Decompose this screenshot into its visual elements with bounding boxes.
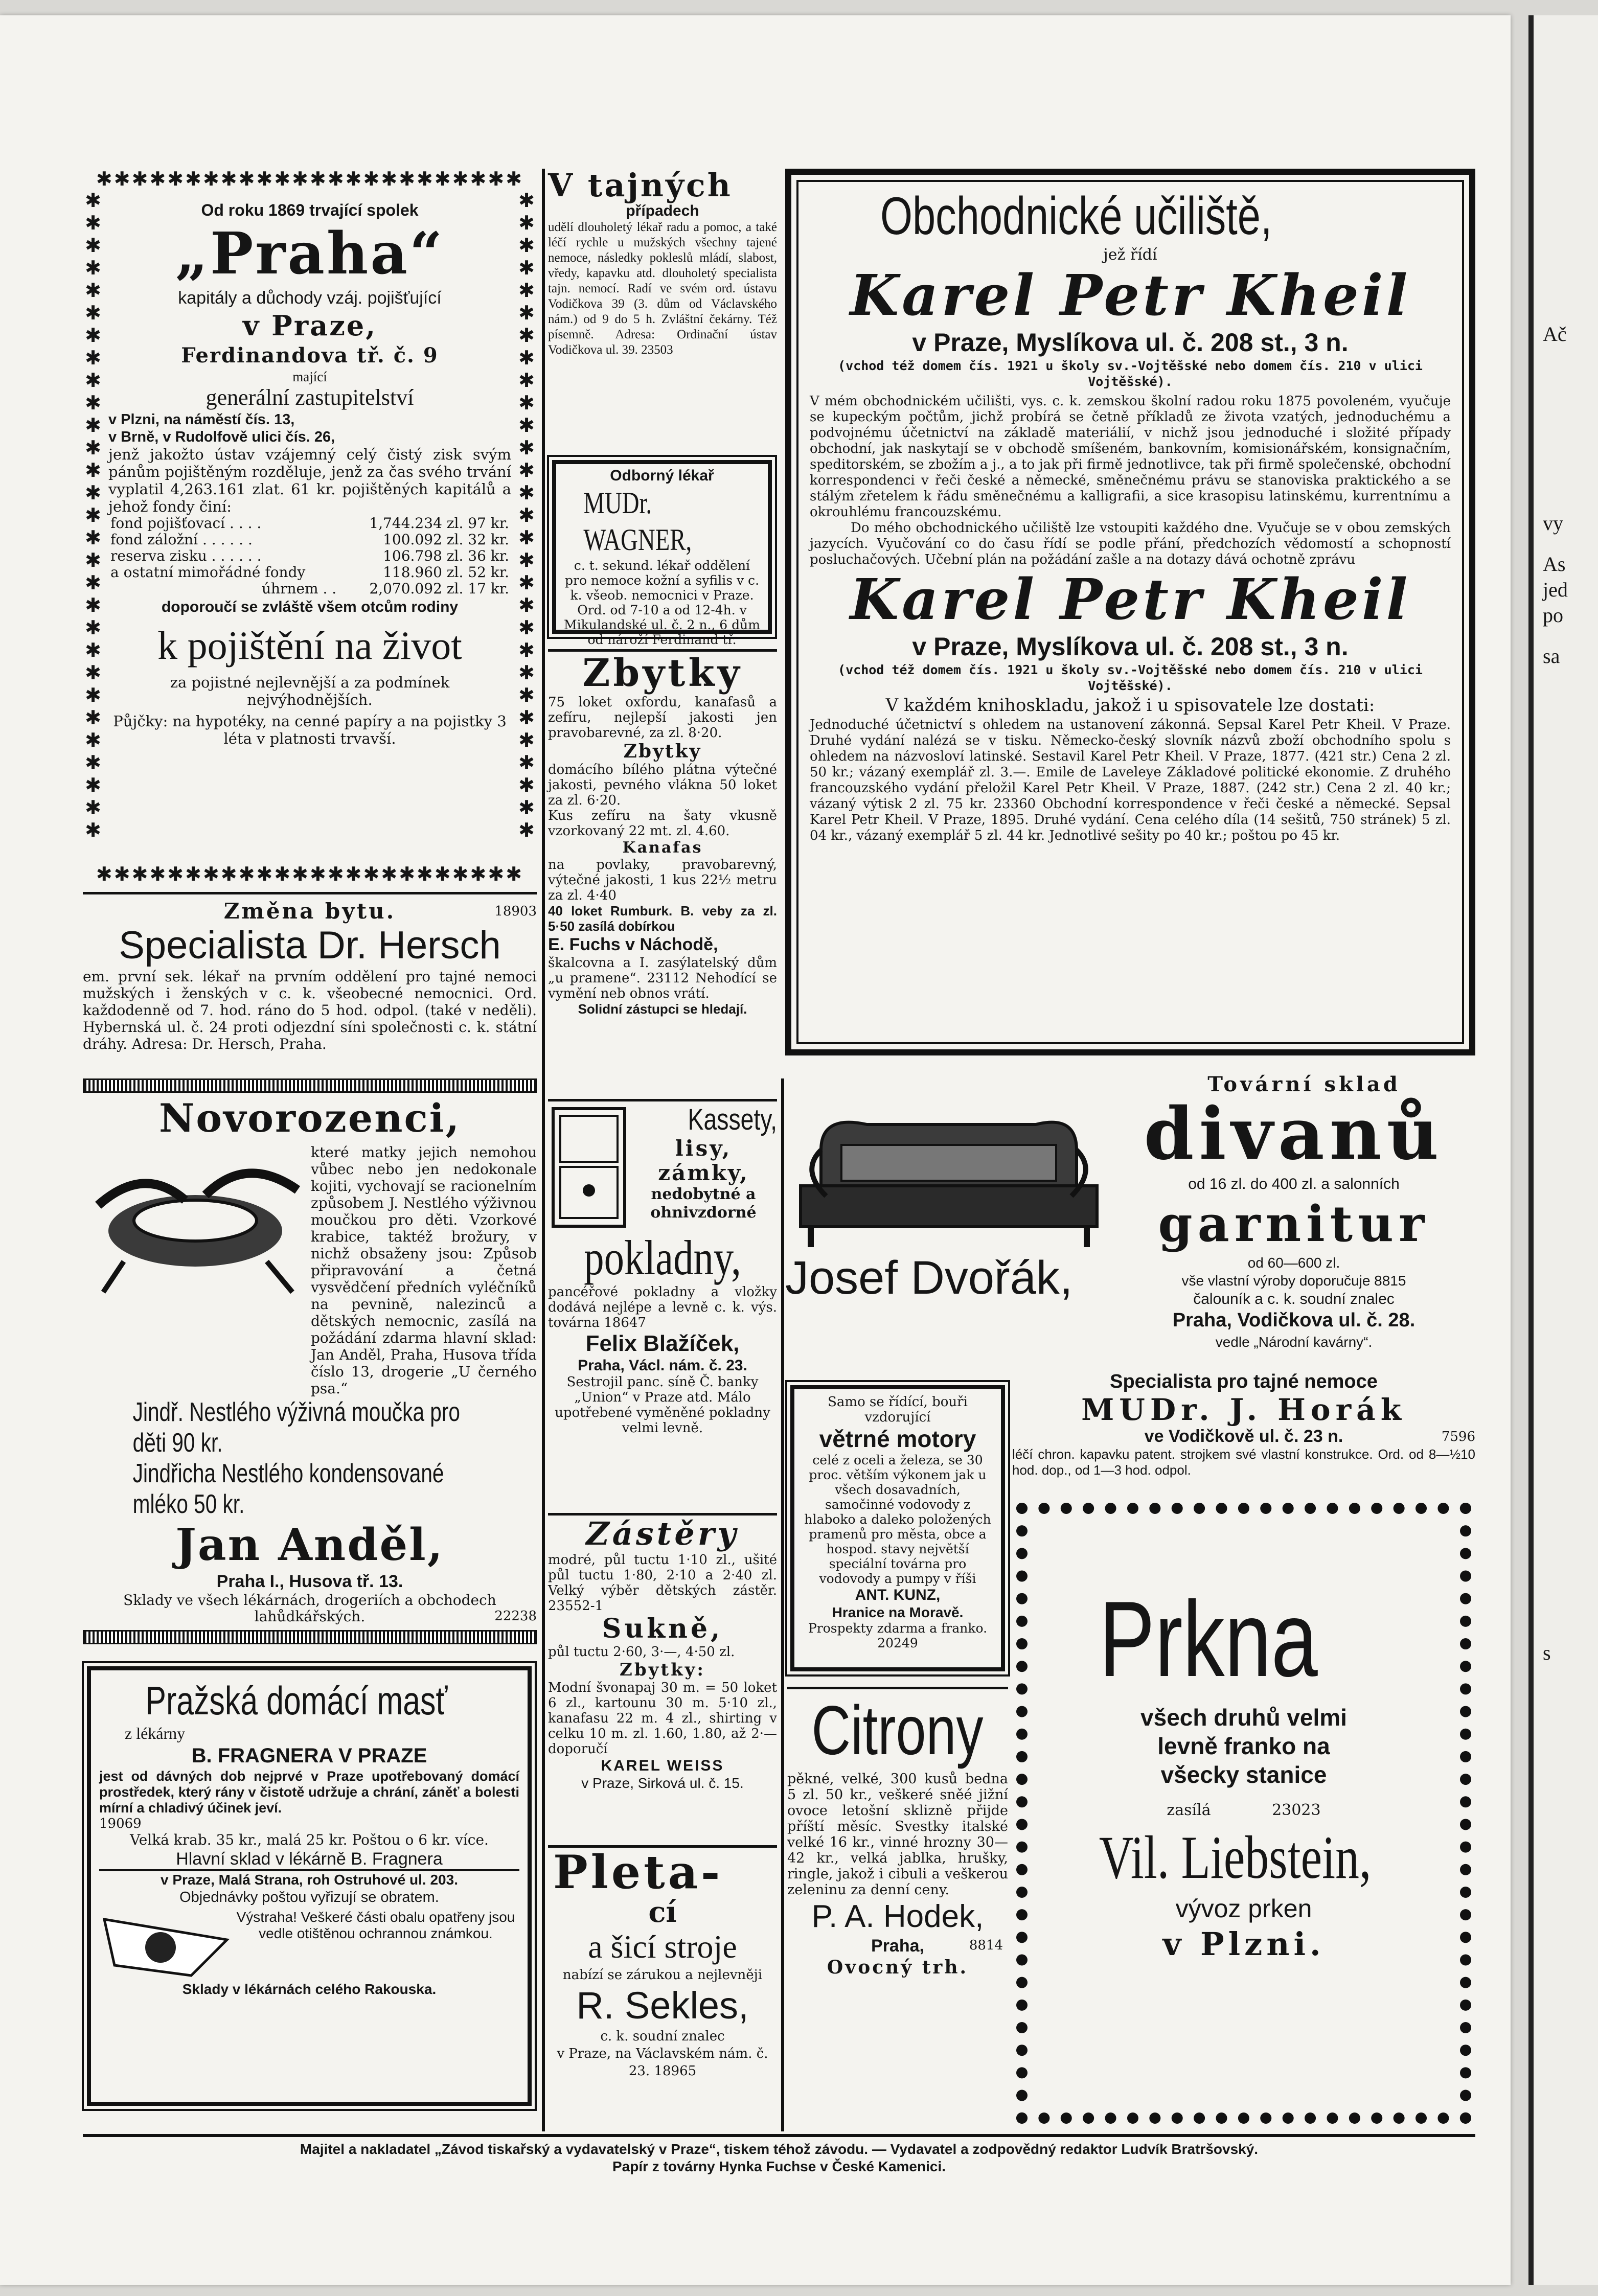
prkna-sends: zasílá bbox=[1167, 1801, 1211, 1819]
prkna-name: Vil. Liebstein, bbox=[1099, 1823, 1372, 1891]
weiss-ad bbox=[548, 1513, 777, 1840]
motory-title: větrné motory bbox=[819, 1426, 976, 1452]
footer-line2: Papír z továrny Hynka Fuchse v České Kamenici. bbox=[612, 2159, 946, 2174]
dvorak-price2: od 60—600 zl. bbox=[1247, 1255, 1340, 1271]
kheil-title: Obchodnické učiliště, bbox=[880, 187, 1272, 246]
motory-addr: Hranice na Moravě. bbox=[832, 1604, 964, 1620]
kassety-t3: zámky, bbox=[658, 1160, 749, 1185]
fund-label: fond pojišťovací . . . . bbox=[110, 515, 262, 532]
pletaci-addr: v Praze, na Václavském nám. č. 23. 18965 bbox=[557, 2046, 768, 2079]
motory-name: ANT. KUNZ, bbox=[855, 1587, 941, 1603]
zbytky-title: Zbytky bbox=[582, 651, 743, 695]
fund-label: fond záložní . . . . . . bbox=[110, 531, 253, 548]
blazicek-ad bbox=[548, 1099, 777, 1498]
fund-row bbox=[108, 564, 511, 581]
dvorak-t1: vše vlastní výroby doporučuje 8815 bbox=[1181, 1273, 1406, 1289]
prkna-t3: všecky stanice bbox=[1160, 1761, 1327, 1788]
liebstein-ad bbox=[1016, 1503, 1471, 2124]
kassety-t4: nedobytné a ohnivzdorné bbox=[650, 1185, 757, 1222]
zbytky-t2: domácího bílého plátna výtečné jakosti, pevného vlákna 50 loket za zl. 6·20. bbox=[548, 762, 777, 808]
hersch-move: Změna bytu. bbox=[223, 899, 396, 924]
star-border-left: ✱ ✱ ✱ ✱ ✱ ✱ ✱ ✱ ✱ ✱ ✱ ✱ ✱ ✱ ✱ ✱ ✱ ✱ ✱ ✱ ✱ ✱ ✱ ✱ ✱ ✱ ✱ ✱ ✱ bbox=[85, 189, 101, 841]
kheil-text2: Do mého obchodnického učiliště lze vstoupiti každého dne. Vyučuje se v obou zemských jazycích. Vyučování co do času řídí se podle přání, předchozích vědomostí a schopností posluchačových. Učební plán na požádání zašle a na dotazy dává ochotně zprávu bbox=[810, 520, 1451, 567]
zastery-addr: v Praze, Sirková ul. č. 15. bbox=[581, 1775, 744, 1791]
fund-row bbox=[108, 515, 511, 532]
fund-label: a ostatní mimořádné fondy bbox=[110, 564, 306, 581]
strip-text: Ač bbox=[1543, 323, 1567, 346]
trademark-illustration bbox=[99, 1909, 232, 1981]
wagner-spec: Odborný lékař bbox=[610, 467, 714, 484]
prkna-t1: všech druhů velmi bbox=[1140, 1704, 1347, 1731]
praha-since: Od roku 1869 trvající spolek bbox=[201, 201, 419, 219]
zbytky-t5: 40 loket Rumburk. B. veby za zl. 5·50 zasílá dobírkou bbox=[548, 903, 777, 934]
sekles-ad bbox=[548, 1845, 777, 2131]
hersch-num: 18903 bbox=[494, 904, 537, 919]
fragner-num: 19069 bbox=[99, 1816, 142, 1831]
kheil-name-2: Karel Petr Kheil bbox=[850, 566, 1411, 632]
fund-value: 1,744.234 zl. 97 kr. bbox=[369, 515, 509, 532]
citrony-num: 8814 bbox=[969, 1938, 1003, 1953]
zastery-title: Zástěry bbox=[586, 1515, 739, 1552]
footer-rule bbox=[83, 2134, 1475, 2137]
fragner-addr: v Praze, Malá Strana, roh Ostruhové ul. 203. bbox=[99, 1869, 519, 1889]
fragner-orders: Objednávky poštou vyřizují se obratem. bbox=[179, 1889, 439, 1905]
motory-text2: celé z oceli a železa, se 30 proc. větším výkonem jak u všech dosavadních, samočinné vodovody z hlaboko a daleko položených pramenů pro města, obce a hospod. stavy největší speciální továrna pro vodovody a pumpy v říši bbox=[804, 1453, 991, 1586]
prkna-t4: vývoz prken bbox=[1175, 1894, 1312, 1923]
zbytky-t1: 75 loket oxfordu, kanafasů a zefíru, nejlepší jakosti jen pravobarevné, za zl. 8·20. bbox=[548, 695, 777, 741]
praha-life: k pojištění na život bbox=[157, 623, 462, 668]
kassety-name: Felix Blažíček, bbox=[585, 1331, 740, 1356]
horak-spec: Specialista pro tajné nemoce bbox=[1110, 1371, 1378, 1392]
dvorak-ad bbox=[785, 1073, 1475, 1360]
nestle-num: 22238 bbox=[494, 1609, 537, 1624]
horak-text: léčí chron. kapavku patent. strojkem své vlastní konstrukce. Ord. od 8—½10 hod. dop., od 1—3 hod. odpol. bbox=[1012, 1447, 1475, 1478]
fund-label: úhrnem . . bbox=[262, 580, 337, 597]
pletaci-name: R. Sekles, bbox=[576, 1984, 749, 2027]
nestle-price1: Jindř. Nestlého výživná moučka pro děti 90 kr. bbox=[132, 1397, 460, 1458]
kassety-t5: pokladny, bbox=[584, 1230, 741, 1285]
fund-value: 106.798 zl. 36 kr. bbox=[383, 547, 509, 564]
wagner-doctor-ad bbox=[552, 460, 772, 647]
kassety-t2: lisy, bbox=[675, 1136, 732, 1161]
nestle-name: Jan Anděl, bbox=[175, 1519, 444, 1571]
strip-text: As bbox=[1543, 553, 1566, 576]
citrony-title: Citrony bbox=[811, 1691, 984, 1769]
pletaci-t1: Pleta- bbox=[553, 1845, 723, 1899]
fund-total-row bbox=[108, 581, 511, 597]
column-rule bbox=[781, 1078, 784, 2131]
kassety-t1: Kassety, bbox=[688, 1103, 777, 1136]
dvorak-head: Tovární sklad bbox=[1207, 1072, 1401, 1096]
zastery-sukne: Sukně, bbox=[602, 1613, 723, 1644]
praha-body bbox=[108, 199, 511, 747]
pletaci-t3: a šicí stroje bbox=[588, 1928, 737, 1965]
pletaci-t2: cí bbox=[648, 1895, 677, 1929]
kheil-addr-2: v Praze, Myslíkova ul. č. 208 st., 3 n. bbox=[912, 632, 1349, 661]
pletaci-text2: c. k. soudní znalec bbox=[600, 2029, 725, 2044]
dvorak-price1: od 16 zl. do 400 zl. a salonních bbox=[1188, 1176, 1400, 1192]
kunz-ad bbox=[790, 1385, 1005, 1671]
fragner-stores: Sklady v lékárnách celého Rakouska. bbox=[182, 1981, 437, 1997]
praha-line1: kapitály a důchody vzáj. pojišťující bbox=[178, 288, 442, 308]
praha-text: jenž jakožto ústav vzájemný celý čistý zisk svým pánům pojištěným rozděluje, jenž za čas svého trvání vyplatil 4,263.161 zlat. 61 kr. pojištěných kapitálů a jehož fondy činí: bbox=[108, 446, 511, 515]
fragner-price: Velká krab. 35 kr., malá 25 kr. Poštou o 6 kr. více. bbox=[130, 1831, 489, 1848]
zbytky-t6: škalcovna a I. zasýlatelský dům „u pramene“. 23112 Nehodící se vymění neb obnos vrátí. bbox=[548, 955, 777, 1001]
fragner-ad bbox=[87, 1666, 532, 2106]
kheil-entry: (vchod též domem čís. 1921 u školy sv.-Vojtěšské nebo domem čís. 210 v ulici Vojtěšské). bbox=[838, 358, 1423, 389]
zbytky-sub: Zbytky bbox=[623, 741, 702, 762]
prkna-t2: levně franko na bbox=[1157, 1733, 1330, 1759]
wagner-secret: V tajných bbox=[548, 167, 733, 204]
motory-text3: Prospekty zdarma a franko. 20249 bbox=[808, 1621, 988, 1650]
motory-text: Samo se řídící, bouři vzdorující bbox=[828, 1394, 968, 1425]
hersch-title: Specialista Dr. Hersch bbox=[119, 924, 501, 967]
horak-ad bbox=[1012, 1370, 1475, 1518]
fragner-title: Pražská domácí masť bbox=[145, 1678, 448, 1723]
kheil-by: jež řídí bbox=[1103, 246, 1157, 264]
footer-line1: Majitel a nakladatel „Závod tiskařský a vydavatelský v Praze“, tiskem téhož závodu. — Vydavatel a zodpovědný redaktor Ludvík Bratršovský. bbox=[300, 2141, 1259, 2157]
zbytky-sub2: Kanafas bbox=[622, 839, 703, 857]
kassety-addr: Praha, Václ. nám. č. 23. bbox=[578, 1357, 747, 1374]
kheil-books-head: V každém knihoskladu, jakož i u spisovatele lze dostati: bbox=[885, 695, 1375, 716]
nestle-addr: Praha I., Husova tř. 13. bbox=[216, 1572, 403, 1591]
kheil-entry-2: (vchod též domem čís. 1921 u školy sv.-Vojtěšské nebo domem čís. 210 v ulici Vojtěšské). bbox=[838, 662, 1423, 693]
nestle-stores: Sklady ve všech lékárnách, drogeriích a obchodech lahůdkářských. bbox=[123, 1592, 496, 1625]
zastery-t3: Modní švonapaj 30 m. = 50 loket 6 zl., kartounu 30 m. 5·10 zl., kanafasu 22 m. 4 zl., shirting v celku 10 m. zl. 1.60, 1.80, až 2·— doporučí bbox=[548, 1680, 777, 1757]
fund-label: reserva zisku . . . . . . bbox=[110, 547, 262, 564]
safe-illustration bbox=[548, 1104, 630, 1231]
dvorak-name: Josef Dvořák, bbox=[785, 1252, 1073, 1304]
praha-insurance-ad bbox=[83, 169, 537, 884]
fund-value: 118.960 zl. 52 kr. bbox=[383, 564, 509, 581]
fund-row bbox=[108, 532, 511, 548]
strip-text: sa bbox=[1543, 645, 1560, 668]
imprint-footer bbox=[83, 2141, 1475, 2182]
kheil-books: Jednoduché účetnictví s ohledem na ustanovení zákonná. Sepsal Karel Petr Kheil. V Praze. Druhé vydání nalézá se v tisku. Německo-český slovník názvů zboží obchodního spolu s ohledem na názvosloví latinské. Sestavil Karel Petr Kheil. V Praze, 1877. (421 str.) Cena 2 zl. 50 kr.; vázaný exemplář zl. 3.—. Emile de Laveleye Základové politické ekonomie. Z druhého francouzského vydání přeložil Karel Petr Kheil. V Praze, 1887. (242 str.) Cena 2 zl. 40 kr.; vázaný výtisk 2 zl. 75 kr. 23360 Obchodní korrespondence v řeči české a německé. Sepsal Karel Petr Kheil. V Praze, 1895. Druhé vydání. Cena celého díla (14 sešitů, 750 stránek) 5 zl. 04 kr., vázaný exemplář 5 zl. 44 kr. Jednotlivé sešity po 40 kr.; poštou po 45 kr. bbox=[810, 717, 1451, 843]
hodek-ad bbox=[787, 1687, 1008, 2131]
horak-num: 7596 bbox=[1441, 1429, 1475, 1444]
dvorak-t3: vedle „Národní kavárny“. bbox=[1215, 1334, 1373, 1350]
adjacent-page-strip bbox=[1528, 15, 1598, 2285]
pletaci-text: nabízí se zárukou a nejlevněji bbox=[562, 1967, 763, 1983]
zbytky-t4: na povlaky, pravobarevný, výtečné jakosti, 1 kus 22½ metru za zl. 4·40 bbox=[548, 857, 777, 903]
zastery-text: modré, půl tuctu 1·10 zl., ušité půl tuctu 1·80, 2·10 a 2·40 zl. Velký výběr dětských zástěr. 23552-1 bbox=[548, 1552, 777, 1614]
kassety-text: pancéřové pokladny a vložky dodává nejlépe a levně c. k. výs. továrna 18647 bbox=[548, 1284, 777, 1330]
praha-recommend: doporoučí se zvláště všem otcům rodiny bbox=[161, 599, 459, 615]
strip-text: po bbox=[1543, 604, 1563, 627]
fragner-warn: Výstraha! Veškeré části obalu opatřeny jsou vedle otištěnou ochrannou známkou. bbox=[236, 1909, 515, 1941]
star-border-right: ✱ ✱ ✱ ✱ ✱ ✱ ✱ ✱ ✱ ✱ ✱ ✱ ✱ ✱ ✱ ✱ ✱ ✱ ✱ ✱ ✱ ✱ ✱ ✱ ✱ ✱ ✱ ✱ ✱ bbox=[518, 189, 535, 841]
dvorak-addr: Praha, Vodičkova ul. č. 28. bbox=[1172, 1310, 1416, 1331]
fragner-main: Hlavní sklad v lékárně B. Fragnera bbox=[176, 1849, 443, 1869]
hersch-ad bbox=[83, 900, 537, 1053]
nestle-text: které matky jejich nemohou vůbec nebo jen nedokonale kojiti, vychovají se racionelním způsobem J. Nestlého výživnou moučkou pro děti. Vzorkové krabice, taktéž brožury, v nichž obsaženy jsou: Způsob připravování a četná vysvědčení předních vyléčníků na pevnině, nalezinců a dětských nemocnic, zasílá na požádání zdarma hlavní sklad: Jan Anděl, Praha, Husova třída číslo 13, drogerie „U černého psa.“ bbox=[311, 1144, 537, 1397]
fragner-text: jest od dávných dob nejprvé v Praze upotřebovaný domácí prostředek, který rány v čistotě udržuje a chrání, záněť a bolesti mírní a chladivý účinek jeví. bbox=[99, 1769, 519, 1816]
citrony-city: Praha, bbox=[871, 1936, 924, 1956]
praha-agency: generální zastupitelství bbox=[206, 385, 414, 410]
citrony-shop: Ovocný trh. bbox=[827, 1957, 969, 1978]
praha-terms: za pojistné nejlevnější a za podmínek nejvýhodnějších. bbox=[170, 674, 450, 708]
prkna-title: Prkna bbox=[1099, 1579, 1318, 1699]
wagner-name: MUDr. WAGNER, bbox=[583, 486, 692, 557]
praha-brno: v Brně, v Rudolfově ulici čís. 26, bbox=[108, 429, 335, 445]
kheil-name: Karel Petr Kheil bbox=[850, 262, 1411, 328]
citrony-name: P. A. Hodek, bbox=[811, 1899, 984, 1934]
praha-has: mající bbox=[292, 369, 327, 384]
column-rule bbox=[542, 169, 545, 2131]
divider bbox=[83, 892, 537, 894]
birds-nest-illustration bbox=[83, 1144, 308, 1297]
fund-value: 100.092 zl. 32 kr. bbox=[383, 531, 509, 548]
fund-value: 2,070.092 zl. 17 kr. bbox=[369, 580, 509, 597]
praha-loans: Půjčky: na hypotéky, na cenné papíry a na pojistky 3 léta v platnosti trvavší. bbox=[113, 713, 507, 747]
hersch-text: em. první sek. lékař na prvním oddělení pro tajné nemoci mužských i ženských v c. k. všeobecné nemocnici. Ord. každodenně od 7. hod. ráno do 5 hod. odpol. (také v neděli). Hybernská ul. č. 24 proti odjezdní síni společnosti c. k. státní dráhy. Adresa: Dr. Hersch, Praha. bbox=[83, 968, 537, 1052]
zastery-zb: Zbytky: bbox=[620, 1660, 705, 1680]
nestle-price2: Jindřicha Nestlého kondensované mléko 50 kr. bbox=[132, 1459, 444, 1519]
ornament-bar bbox=[83, 1630, 537, 1644]
praha-funds-table bbox=[108, 515, 511, 597]
horak-name: MUDr. J. Horák bbox=[1081, 1392, 1406, 1427]
dvorak-garn: garnitur bbox=[1158, 1195, 1430, 1253]
strip-text: vy bbox=[1543, 512, 1563, 535]
nestle-ad bbox=[83, 1078, 537, 1641]
zastery-t2: půl tuctu 2·60, 3·—, 4·50 zl. bbox=[548, 1644, 735, 1660]
horak-addr: ve Vodičkově ul. č. 23 n. bbox=[1144, 1427, 1343, 1446]
dvorak-t2: čalouník a c. k. soudní znalec bbox=[1193, 1291, 1395, 1307]
wagner-text2: c. t. sekund. lékař oddělení pro nemoce kožní a syfilis v c. k. všeob. nemocnici v Praze. Ord. od 7-10 a od 12-4h. v Mikulandské ul. č. 2 n., 6 dům od nároží Ferdinand tř. bbox=[564, 558, 760, 647]
fund-row bbox=[108, 548, 511, 564]
dvorak-big: divanů bbox=[1144, 1092, 1444, 1176]
wagner-text: udělí dlouholetý lékař radu a pomoc, a také léčí rychle u mužských všechny tajené nemoce, následky pokleslů mládí, slabost, vředy, kapavku atd. dlouholetý specialista tajn. nemocí. Radí ve svém ord. ústavu Vodičkova 39 (3. dům od Václavského nám.) od 9 do 5 h. Zvláštní čekárny. Též písemně. Adresa: Ordinační ústav Vodičkova ul. 39. 23503 bbox=[548, 220, 777, 357]
fragner-from: z lékárny bbox=[125, 1724, 186, 1742]
citrony-text: pěkné, velké, 300 kusů bedna 5 zl. 50 kr., veškeré sněé jižní ovoce letošní sklizně přijde příští měsíc. Svestky italské velké 16 kr., vinné hrozny 30—42 kr., velká jablka, hrušky, ringle, jakož i cibuli a veškerou zeleninu za denní ceny. bbox=[787, 1771, 1008, 1898]
zbytky-t7: Solidní zástupci se hledají. bbox=[578, 1001, 747, 1017]
strip-text: jed bbox=[1543, 578, 1568, 601]
star-border-bottom: ✱✱✱✱✱✱✱✱✱✱✱✱✱✱✱✱✱✱✱✱✱✱✱✱ bbox=[96, 863, 524, 885]
wagner-secret-ad bbox=[548, 169, 777, 445]
strip-text: s bbox=[1543, 1641, 1551, 1664]
prkna-city: v Plzni. bbox=[1162, 1925, 1325, 1963]
kassety-text2: Sestrojil panc. síně Č. banky „Union“ v Praze atd. Málo upotřebené vyměněné pokladny velmi levně. bbox=[555, 1374, 770, 1436]
star-border-top: ✱✱✱✱✱✱✱✱✱✱✱✱✱✱✱✱✱✱✱✱✱✱✱✱ bbox=[96, 168, 524, 190]
sofa-illustration bbox=[790, 1094, 1107, 1257]
nestle-title: Novorozenci, bbox=[158, 1095, 461, 1141]
kheil-addr: v Praze, Myslíkova ul. č. 208 st., 3 n. bbox=[912, 328, 1349, 357]
zbytky-t3: Kus zefíru na šaty vkusně vzorkovaný 22 mt. zl. 4.60. bbox=[548, 808, 777, 839]
praha-name: „Praha“ bbox=[175, 220, 445, 287]
praha-plzen: v Plzni, na náměstí čís. 13, bbox=[108, 411, 295, 428]
wagner-cases: případech bbox=[626, 202, 699, 219]
praha-city: v Praze, bbox=[242, 309, 377, 342]
ornament-bar bbox=[83, 1078, 537, 1093]
praha-street: Ferdinandova tř. č. 9 bbox=[181, 343, 439, 368]
kheil-text: V mém obchodnickém učilišti, vys. c. k. zemskou školní radou roku 1875 povoleném, vyučuje se kupeckým počtům, jichž probírá se četně příkladů ze života vzatých, jednoduchému a podvojnému účetnictví na základě materiálií, v nichž jsou jednoduché i složité případy obchodní, jak naskytají se v obchodě smíšeném, bankovním, komisionářském, konsignačním, speditorském, se zbožím a j., a to jak při firmě jednotlivce, tak při firmě společenské, obchodní korrespondenci v řeči české a německé, směnečnému právu se stanoviska praktického a se stálým zřetelem k řádu směnečnému a kalligrafii, a sice krasopisu latinskému, kurrentnímu a okrouhlému francouzskému. bbox=[810, 394, 1451, 520]
zbytky-name: E. Fuchs v Náchodě, bbox=[548, 935, 718, 954]
fuchs-ad bbox=[548, 649, 777, 1017]
prkna-num: 23023 bbox=[1272, 1801, 1321, 1819]
fragner-name: B. FRAGNERA V PRAZE bbox=[191, 1744, 427, 1767]
kheil-ad bbox=[785, 169, 1475, 1055]
zastery-name: KAREL WEISS bbox=[601, 1757, 724, 1774]
